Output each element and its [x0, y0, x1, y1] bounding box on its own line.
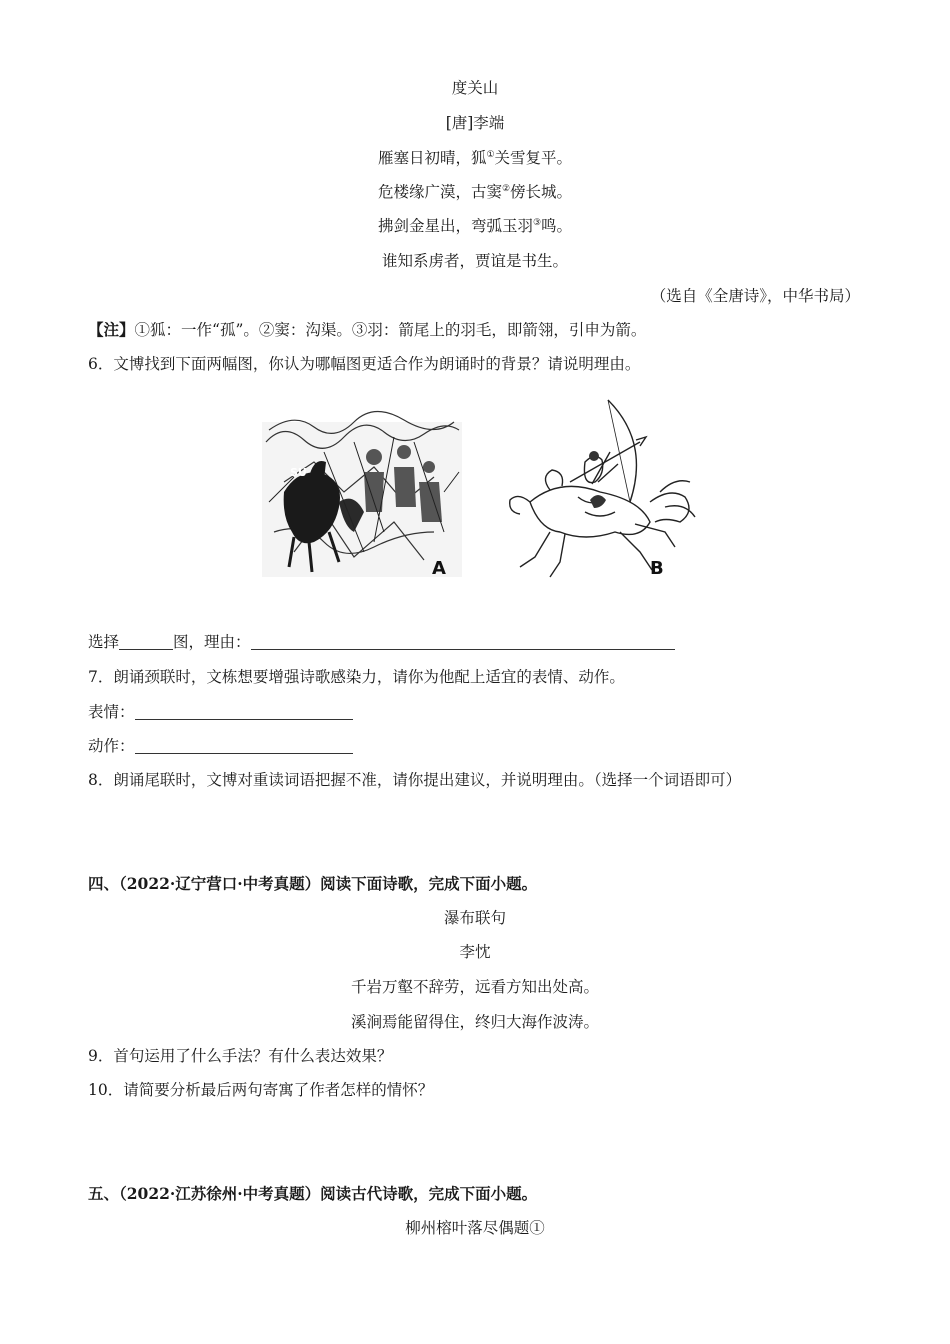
section-5-poem-title: 柳州榕叶落尽偶题①: [405, 1219, 545, 1237]
question-6: 6．文博找到下面两幅图，你认为哪幅图更适合作为朗诵时的背景？请说明理由。: [88, 355, 641, 373]
footnote-mark-3: ③: [532, 218, 542, 228]
q6-choice-blank[interactable]: [119, 635, 173, 650]
question-9: 9．首句运用了什么手法？有什么表达效果？: [88, 1047, 393, 1065]
section-4-poem-line-1: 千岩万壑不辞劳，远看方知出处高。: [350, 978, 599, 996]
image-a-label: A: [432, 558, 446, 579]
footnote-mark-2: ②: [501, 184, 511, 194]
poem-author: [唐]李端: [445, 114, 505, 132]
footnote-mark-1: ①: [486, 150, 495, 160]
poem-line-4: 谁知系虏者，贾谊是书生。: [381, 252, 568, 270]
image-b: [490, 382, 704, 582]
poem-note: 【注】①狐：一作“孤”。②窦：沟渠。③羽：箭尾上的羽毛，即箭翎，引申为箭。: [88, 320, 647, 339]
section-4-poem-line-2: 溪涧焉能留得住，终归大海作波涛。: [350, 1013, 599, 1031]
figure-images: [254, 382, 704, 582]
section-5-heading: 五、（2022·江苏徐州·中考真题）阅读古代诗歌，完成下面小题。: [88, 1184, 538, 1203]
q6-answer-line: 选择 图，理由：: [0, 632, 950, 652]
section-4-poem-author: 李忱: [459, 943, 491, 961]
poem-title: 度关山: [451, 79, 499, 97]
section-4-heading: 四、（2022·辽宁营口·中考真题）阅读下面诗歌，完成下面小题。: [88, 874, 538, 893]
poem-line-2: 危楼缘广漠，古窦②傍长城。: [377, 183, 573, 201]
image-a: [254, 382, 464, 582]
svg-text:SU: SU: [290, 466, 307, 479]
image-b-label: B: [650, 558, 664, 579]
poem-line-1: 雁塞日初晴，狐①关雪复平。: [377, 149, 573, 167]
battle-scene-illustration: [254, 382, 464, 582]
q7-action-line: 动作：: [0, 736, 950, 756]
question-8: 8．朗诵尾联时，文博对重读词语把握不准，请你提出建议，并说明理由。（选择一个词语即可）: [88, 771, 742, 789]
poem-source: （选自《全唐诗》，中华书局）: [650, 287, 860, 305]
archer-on-horse-illustration: [490, 382, 704, 582]
q7-expression-line: 表情：: [0, 702, 950, 722]
q6-reason-blank[interactable]: [251, 635, 675, 650]
q7-expression-blank[interactable]: [135, 705, 353, 720]
q7-action-blank[interactable]: [135, 739, 353, 754]
question-10: 10．请简要分析最后两句寄寓了作者怎样的情怀？: [88, 1081, 434, 1099]
question-7: 7．朗诵颈联时，文栋想要增强诗歌感染力，请你为他配上适宜的表情、动作。: [88, 668, 625, 686]
section-4-poem-title: 瀑布联句: [443, 909, 506, 927]
poem-line-3: 拂剑金星出，弯弧玉羽③鸣。: [377, 217, 573, 235]
